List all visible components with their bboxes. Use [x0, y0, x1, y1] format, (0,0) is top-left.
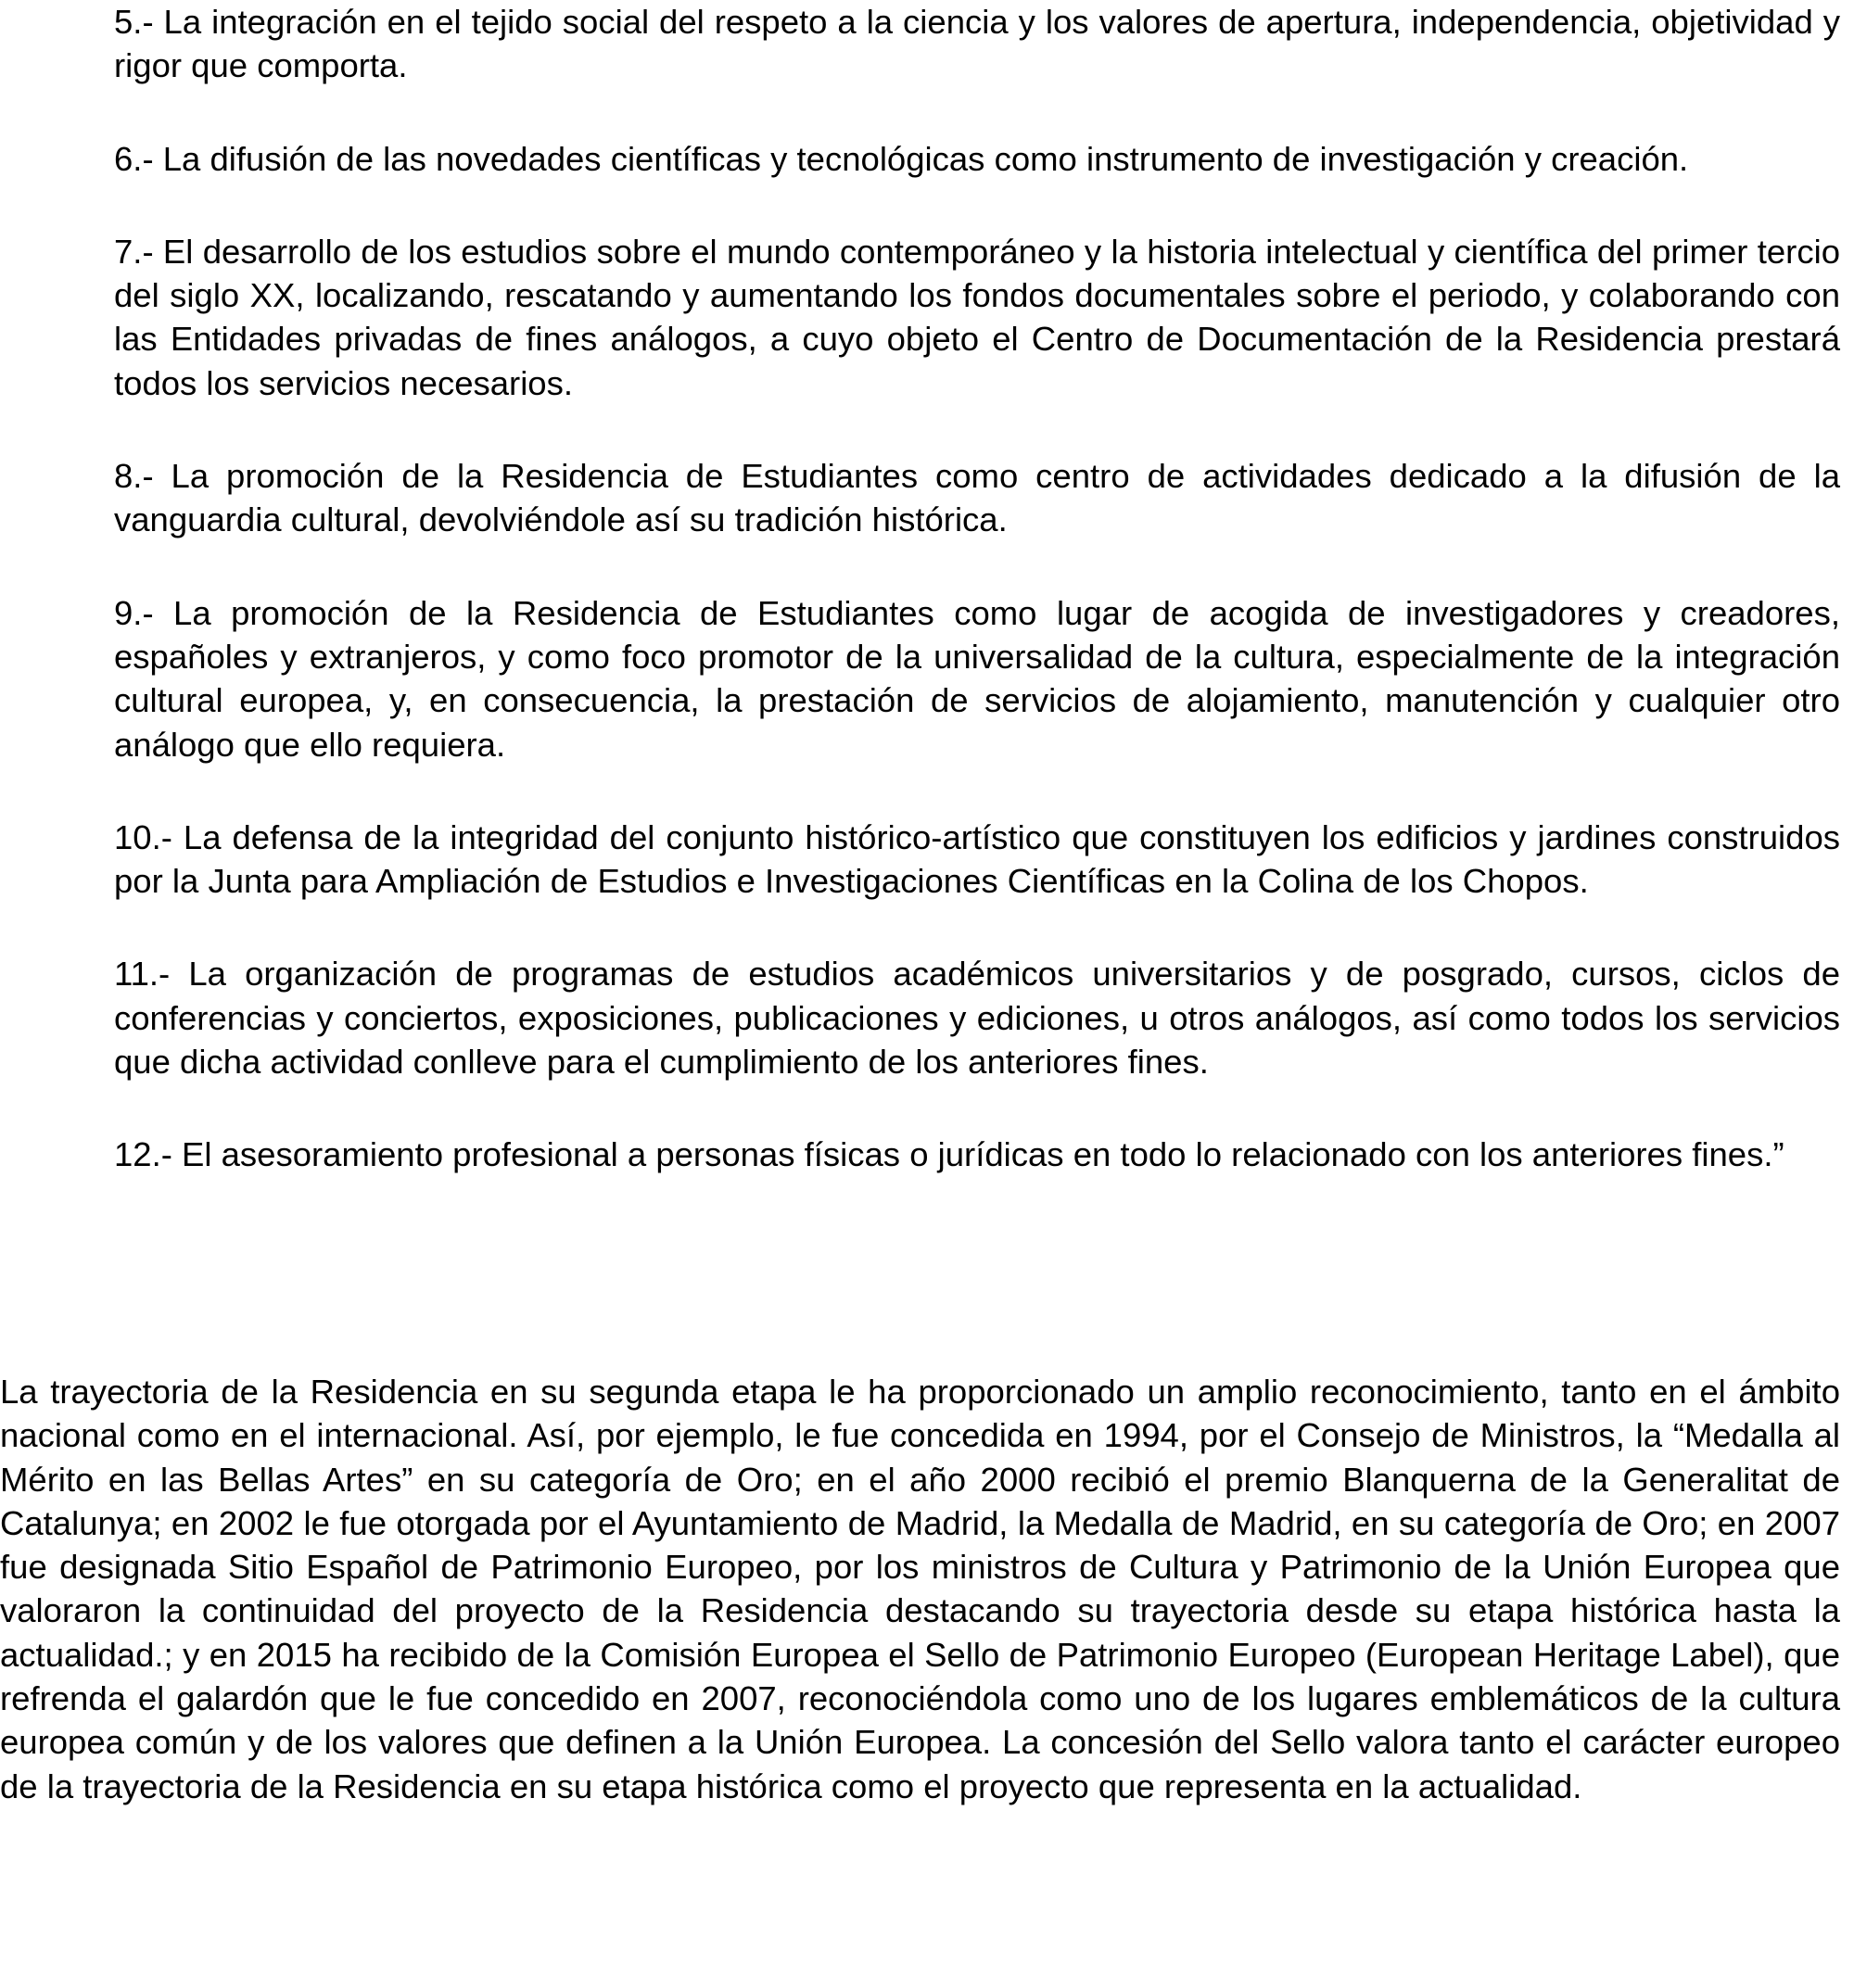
- body-paragraph: La trayectoria de la Residencia en su segunda etapa le ha proporcionado un amplio reconocimiento, tanto en el ámbito nacional como en el internacional. Así, por ejemplo, le fue concedida en 1994, por el Consejo de Ministros, la “Medalla al Mérito en las Bellas Artes” en su categoría de Oro; en el año 2000 recibió el premio Blanquerna de la Generalitat de Catalunya; en 2002 le fue otorgada por el Ayuntamiento de Madrid, la Medalla de Madrid, en su categoría de Oro; en 2007 fue designada Sitio Español de Patrimonio Europeo, por los ministros de Cultura y Patrimonio de la Unión Europea que valoraron la continuidad del proyecto de la Residencia destacando su trayectoria desde su etapa histórica hasta la actualidad.; y en 2015 ha recibido de la Comisión Europea el Sello de Patrimonio Europeo (European Heritage Label), que refrenda el galardón que le fue concedido en 2007, reconociéndola como uno de los lugares emblemáticos de la cultura europea común y de los valores que definen a la Unión Europea. La concesión del Sello valora tanto el carácter europeo de la trayectoria de la Residencia en su etapa histórica como el proyecto que representa en la actualidad.: [0, 1373, 1840, 1805]
- list-item-11: [114, 952, 1840, 1083]
- list-item-8: [114, 454, 1840, 542]
- list-item-9: [114, 591, 1840, 766]
- list-item-text: 10.- La defensa de la integridad del conjunto histórico-artístico que constituyen los edificios y jardines construidos por la Junta para Ampliación de Estudios e Investigaciones Científicas en la Colina de los Chopos.: [114, 817, 1840, 901]
- list-item-6: [114, 137, 1840, 181]
- list-item-text: 9.- La promoción de la Residencia de Estudiantes como lugar de acogida de investigadores y creadores, españoles y extranjeros, y como foco promotor de la universalidad de la cultura, especialmente de la integración cultural europea, y, en consecuencia, la prestación de servicios de alojamiento, manutención y cualquier otro análogo que ello requiera.: [114, 593, 1840, 764]
- list-item-5: [114, 0, 1840, 88]
- list-item-text: 12.- El asesoramiento profesional a personas físicas o jurídicas en todo lo relacionado con los anteriores fines.”: [114, 1135, 1784, 1174]
- list-item-text: 11.- La organización de programas de estudios académicos universitarios y de posgrado, cursos, ciclos de conferencias y conciertos, exposiciones, publicaciones y ediciones, u otros análogos, así como todos los servicios que dicha actividad conlleve para el cumplimiento de los anteriores fines.: [114, 955, 1840, 1082]
- list-item-text: 5.- La integración en el tejido social del respeto a la ciencia y los valores de apertura, independencia, objetividad y rigor que comporta.: [114, 3, 1840, 85]
- list-item-text: 7.- El desarrollo de los estudios sobre el mundo contemporáneo y la historia intelectual y científica del primer tercio del siglo XX, localizando, rescatando y aumentando los fondos documentales sobre el periodo, y colaborando con las Entidades privadas de fines análogos, a cuyo objeto el Centro de Documentación de la Residencia prestará todos los servicios necesarios.: [114, 232, 1840, 402]
- numbered-list: [114, 0, 1840, 1226]
- list-item-10: [114, 816, 1840, 904]
- list-item-text: 8.- La promoción de la Residencia de Estudiantes como centro de actividades dedicado a la difusión de la vanguardia cultural, devolviéndole así su tradición histórica.: [114, 457, 1840, 539]
- list-item-12: [114, 1133, 1840, 1176]
- list-item-7: [114, 230, 1840, 405]
- list-item-text: 6.- La difusión de las novedades científicas y tecnológicas como instrumento de investigación y creación.: [114, 139, 1689, 178]
